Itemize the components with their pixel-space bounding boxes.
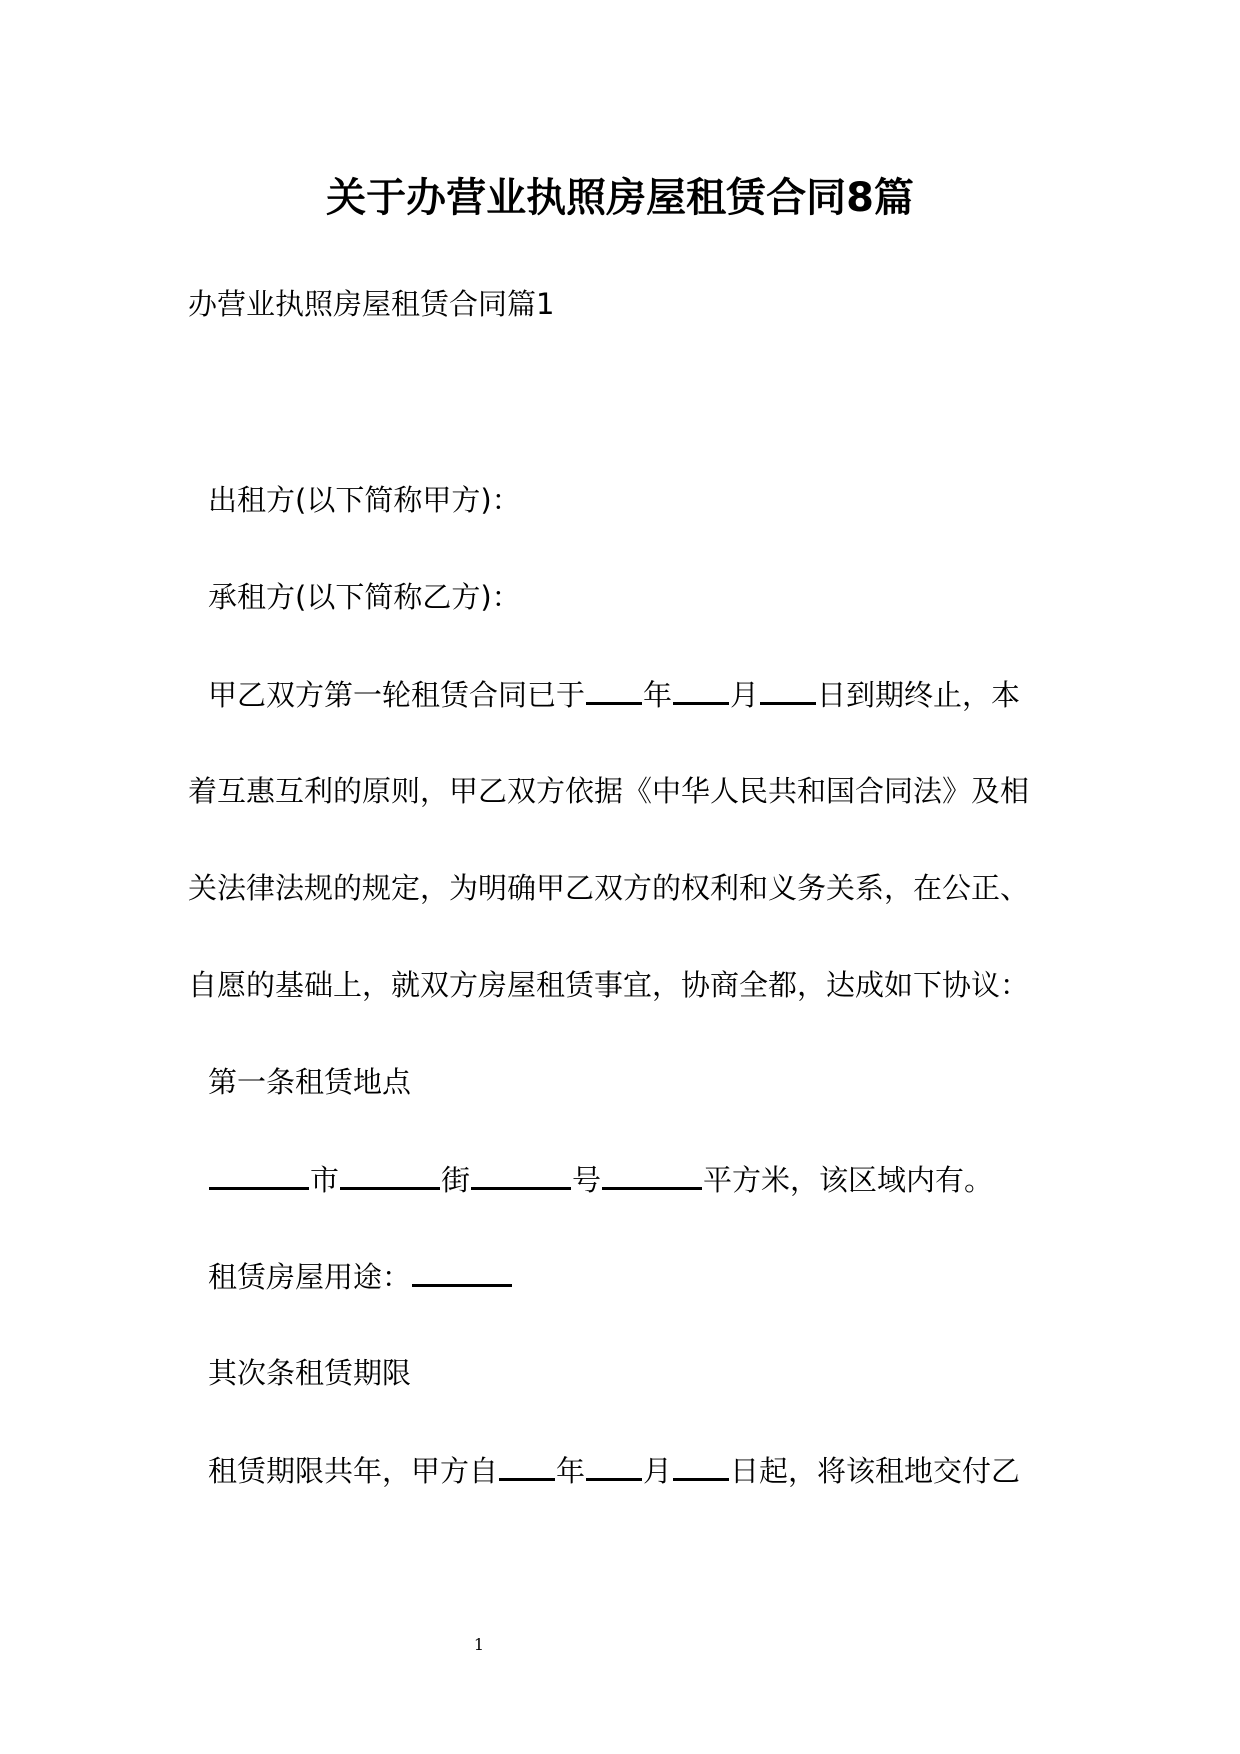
term-text-part2: 日起，将该租地交付乙 — [730, 1454, 1021, 1488]
number-blank — [471, 1159, 571, 1190]
day-blank — [760, 674, 816, 705]
document-title: 关于办营业执照房屋租赁合同8篇 — [326, 175, 914, 221]
intro-paragraph-line-1 — [208, 674, 1020, 715]
term-year-blank — [499, 1450, 555, 1481]
lessor-line: 出租方(以下简称甲方)： — [208, 483, 521, 517]
number-label: 号 — [572, 1163, 602, 1197]
address-line — [208, 1159, 993, 1200]
intro-paragraph-line-2: 着互惠互利的原则，甲乙双方依据《中华人民共和国合同法》及相 — [188, 774, 1030, 808]
intro-year-label: 年 — [643, 678, 673, 712]
section-heading: 办营业执照房屋租赁合同篇1 — [188, 287, 555, 321]
term-text-part1: 租赁期限共年，甲方自 — [208, 1454, 499, 1488]
term-month-blank — [586, 1450, 642, 1481]
term-line — [208, 1450, 1020, 1491]
page-number: 1 — [473, 1635, 485, 1654]
article2-heading: 其次条租赁期限 — [208, 1356, 412, 1390]
term-year-label: 年 — [556, 1454, 586, 1488]
city-label: 市 — [310, 1163, 340, 1197]
city-blank — [209, 1159, 309, 1190]
usage-line — [208, 1256, 513, 1297]
article1-heading: 第一条租赁地点 — [208, 1065, 412, 1099]
intro-text-part1: 甲乙双方第一轮租赁合同已于 — [208, 678, 586, 712]
usage-label: 租赁房屋用途： — [208, 1260, 412, 1294]
month-blank — [673, 674, 729, 705]
intro-month-label: 月 — [730, 678, 760, 712]
area-blank — [602, 1159, 702, 1190]
street-blank — [340, 1159, 440, 1190]
term-month-label: 月 — [643, 1454, 673, 1488]
street-label: 街 — [441, 1163, 471, 1197]
lessee-line: 承租方(以下简称乙方)： — [208, 580, 521, 614]
area-label: 平方米，该区域内有。 — [703, 1163, 994, 1197]
intro-paragraph-line-4: 自愿的基础上，就双方房屋租赁事宜，协商全都，达成如下协议： — [188, 968, 1030, 1002]
usage-blank — [412, 1256, 512, 1287]
term-day-blank — [673, 1450, 729, 1481]
year-blank — [586, 674, 642, 705]
intro-paragraph-line-3: 关法律法规的规定，为明确甲乙双方的权利和义务关系，在公正、 — [188, 871, 1030, 905]
intro-text-part2: 日到期终止，本 — [817, 678, 1021, 712]
